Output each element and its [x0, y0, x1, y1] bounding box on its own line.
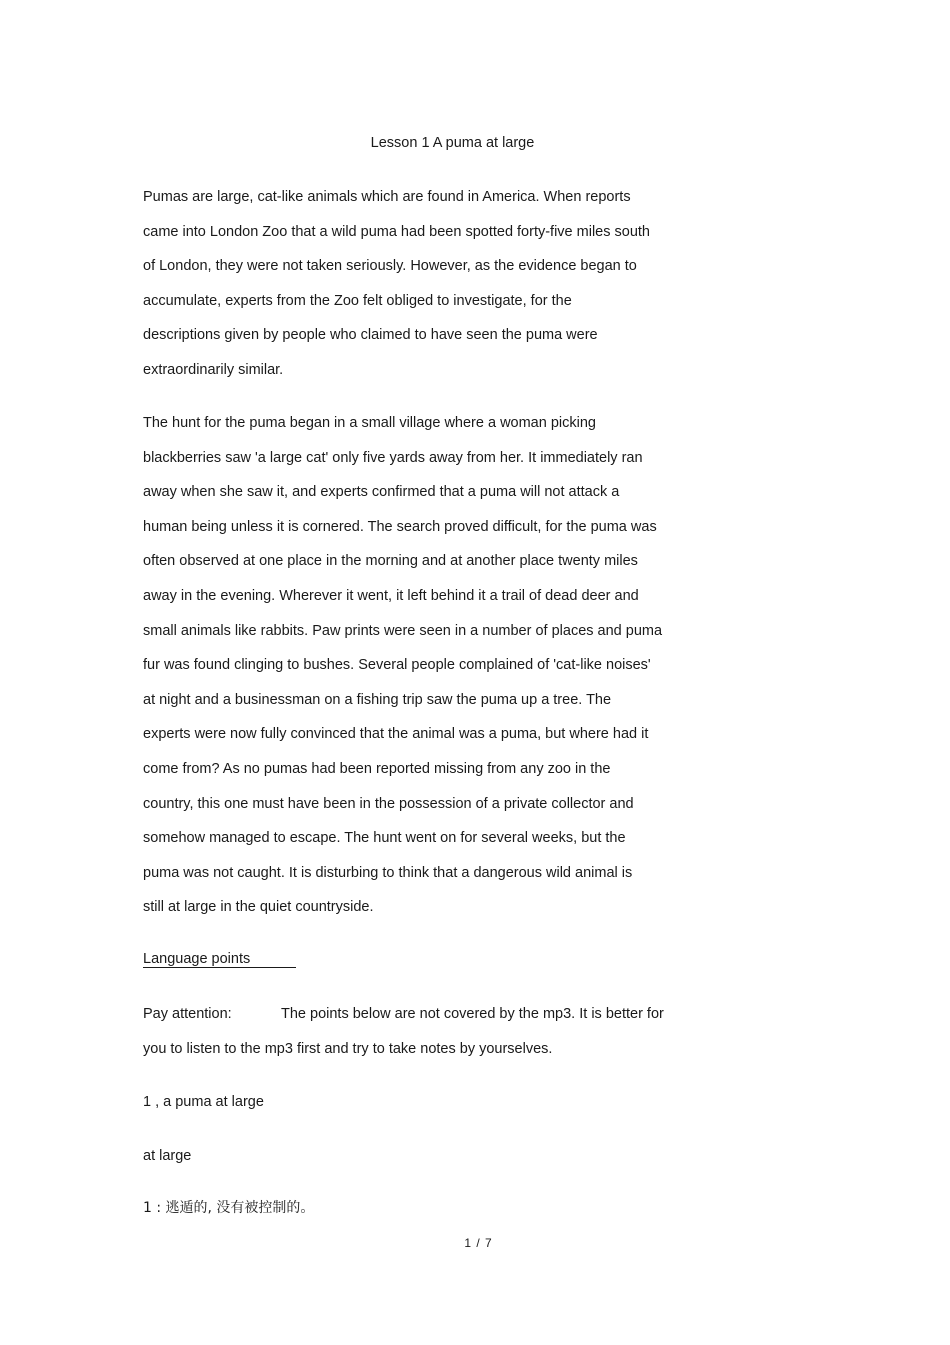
language-points-heading: Language points [143, 952, 296, 968]
paragraph-line: Pumas are large, cat-like animals which are found in America. When reports [143, 189, 631, 205]
paragraph-line: extraordinarily similar. [143, 361, 284, 378]
pay-attention-text-continued: you to listen to the mp3 first and try to take notes by yourselves. [143, 1041, 553, 1057]
paragraph-1 [143, 188, 688, 396]
paragraph-line: accumulate, experts from the Zoo felt obliged to investigate, for the [143, 292, 572, 309]
paragraph-line: The hunt for the puma began in a small village where a woman picking [143, 415, 596, 431]
pay-attention-note [143, 1005, 664, 1023]
paragraph-line: experts were now fully convinced that the animal was a puma, but where had it [143, 726, 649, 743]
paragraph-line: country, this one must have been in the possession of a private collector and [143, 795, 634, 812]
paragraph-line: at night and a businessman on a fishing trip saw the puma up a tree. The [143, 691, 612, 708]
paragraph-line: human being unless it is cornered. The search proved difficult, for the puma was [143, 518, 657, 535]
paragraph-line: puma was not caught. It is disturbing to think that a dangerous wild animal is [143, 864, 633, 881]
phrase-at-large: at large [143, 1148, 192, 1164]
paragraph-line: blackberries saw 'a large cat' only five yards away from her. It immediately ran [143, 449, 643, 466]
paragraph-line: still at large in the quiet countryside. [143, 899, 374, 916]
pay-attention-label: Pay attention: [143, 1006, 232, 1022]
paragraph-line: of London, they were not taken seriously. However, as the evidence began to [143, 258, 637, 275]
paragraph-line: come from? As no pumas had been reported missing from any zoo in the [143, 760, 611, 777]
paragraph-line: somehow managed to escape. The hunt went on for several weeks, but the [143, 830, 626, 847]
paragraph-line: came into London Zoo that a wild puma had been spotted forty-five miles south [143, 223, 650, 240]
pay-attention-text: The points below are not covered by the mp3. It is better for [281, 1006, 664, 1022]
paragraph-line: descriptions given by people who claimed to have seen the puma were [143, 327, 598, 344]
paragraph-line: away in the evening. Wherever it went, it left behind it a trail of dead deer and [143, 587, 639, 604]
paragraph-2 [143, 414, 688, 933]
paragraph-line: small animals like rabbits. Paw prints were seen in a number of places and puma [143, 622, 663, 639]
language-point-1: 1 , a puma at large [143, 1094, 264, 1110]
definition-1: 1 : 逃遁的, 没有被控制的。 [143, 1200, 315, 1216]
lesson-title: Lesson 1 A puma at large [370, 135, 535, 151]
paragraph-line: away when she saw it, and experts confirmed that a puma will not attack a [143, 484, 620, 501]
paragraph-line: fur was found clinging to bushes. Several people complained of 'cat-like noises' [143, 657, 651, 674]
page-indicator: 1 / 7 [464, 1236, 493, 1250]
paragraph-line: often observed at one place in the morning and at another place twenty miles [143, 553, 638, 570]
